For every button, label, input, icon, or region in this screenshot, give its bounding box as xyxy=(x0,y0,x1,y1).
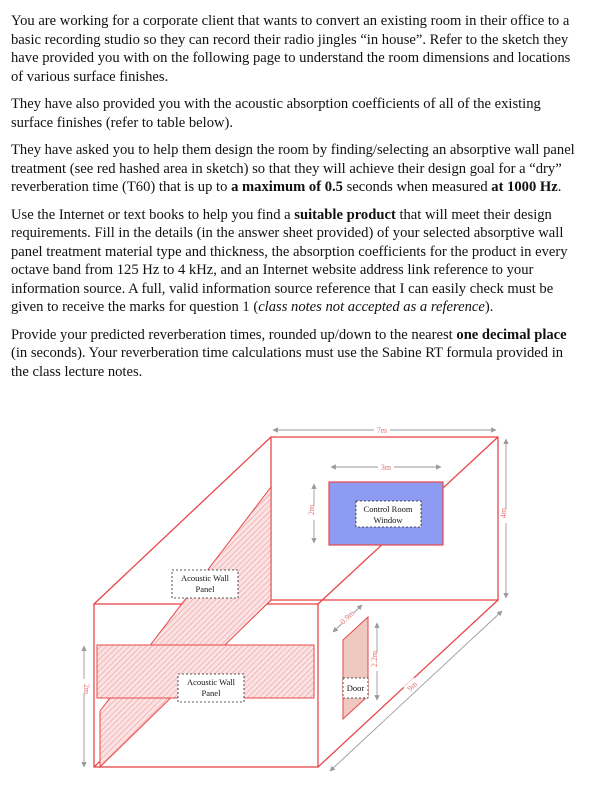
frequency-emphasis: at 1000 Hz xyxy=(491,179,558,195)
paragraph-3-text: They have asked you to help them design the room by finding/selecting an absorptive wall panel treatment (see red hashed area in sketch) so that they will achieve their design goal for a “dry” reverberation time (T60) that is up to xyxy=(11,142,575,195)
paragraph-2-text: They have also provided you with the acoustic absorption coefficients of all of the existing surface finishes (refer to table below). xyxy=(11,96,541,131)
dim-depth-label: 9m xyxy=(405,679,420,694)
dim-room-height-label: 4m xyxy=(499,507,508,519)
window-label-line2: Window xyxy=(373,515,403,525)
paragraph-1-text: You are working for a corporate client that wants to convert an existing room in their office to a basic recording studio so they can record their radio jingles “in house”. Refer to the sketch they have provided you with on the following page to understand the room dimensions and locations of various surface finishes. xyxy=(11,13,571,85)
paragraph-5-text: Provide your predicted reverberation times, rounded up/down to the nearest xyxy=(11,326,457,343)
acoustic-panel-left-wall xyxy=(100,487,271,767)
dim-door-width-label: 0.9m xyxy=(338,608,357,627)
window-label-line1: Control Room xyxy=(363,504,413,514)
paragraph-4-text-b: that will meet their design requirements. Fill in the details (in the answer sheet provided) of your selected absorptive wall panel treatment material type and thickness, the absorption coefficients for the product in every octave band from 125 Hz to 4 kHz, and an Internet website address link reference to your information source. A full, valid information source reference that I can easily check must be given to receive the marks for question 1 ( xyxy=(11,206,568,315)
lower-panel-label-line2: Panel xyxy=(201,688,221,698)
paragraph-4 xyxy=(11,206,579,317)
upper-panel-label-line2: Panel xyxy=(195,584,215,594)
paragraph-3-text-b: seconds when measured xyxy=(342,179,492,195)
dim-window-width-label: 3m xyxy=(380,463,392,472)
paragraph-3 xyxy=(11,141,579,197)
paragraph-5-text-b: (in seconds). Your reverberation time calculations must use the Sabine RT formula provided in the class lecture notes. xyxy=(11,345,564,380)
max-rt-emphasis: a maximum of 0.5 xyxy=(231,179,343,195)
suitable-product-emphasis: suitable product xyxy=(294,206,396,223)
dim-window-height-label: 2m xyxy=(307,504,316,516)
dim-door-height-label: 2.2m xyxy=(370,650,379,668)
paragraph-1 xyxy=(11,12,579,86)
upper-panel-label-line1: Acoustic Wall xyxy=(180,573,230,583)
lower-panel-label-line1: Acoustic Wall xyxy=(186,677,236,687)
decimal-place-emphasis: one decimal place xyxy=(456,326,567,343)
paragraph-4-text: Use the Internet or text books to help you find a xyxy=(11,206,295,223)
door-label: Door xyxy=(346,683,365,693)
dim-length-label: 7m xyxy=(376,426,388,435)
door xyxy=(343,617,368,719)
paragraph-3-end: . xyxy=(557,179,562,195)
paragraph-5 xyxy=(11,326,579,382)
dim-panel-height-label: 2m xyxy=(82,683,91,695)
paragraph-4-end: ). xyxy=(484,299,494,315)
class-notes-note: class notes not accepted as a reference xyxy=(258,299,485,315)
question-text xyxy=(11,12,579,390)
room-sketch xyxy=(0,420,615,797)
paragraph-2 xyxy=(11,95,579,132)
